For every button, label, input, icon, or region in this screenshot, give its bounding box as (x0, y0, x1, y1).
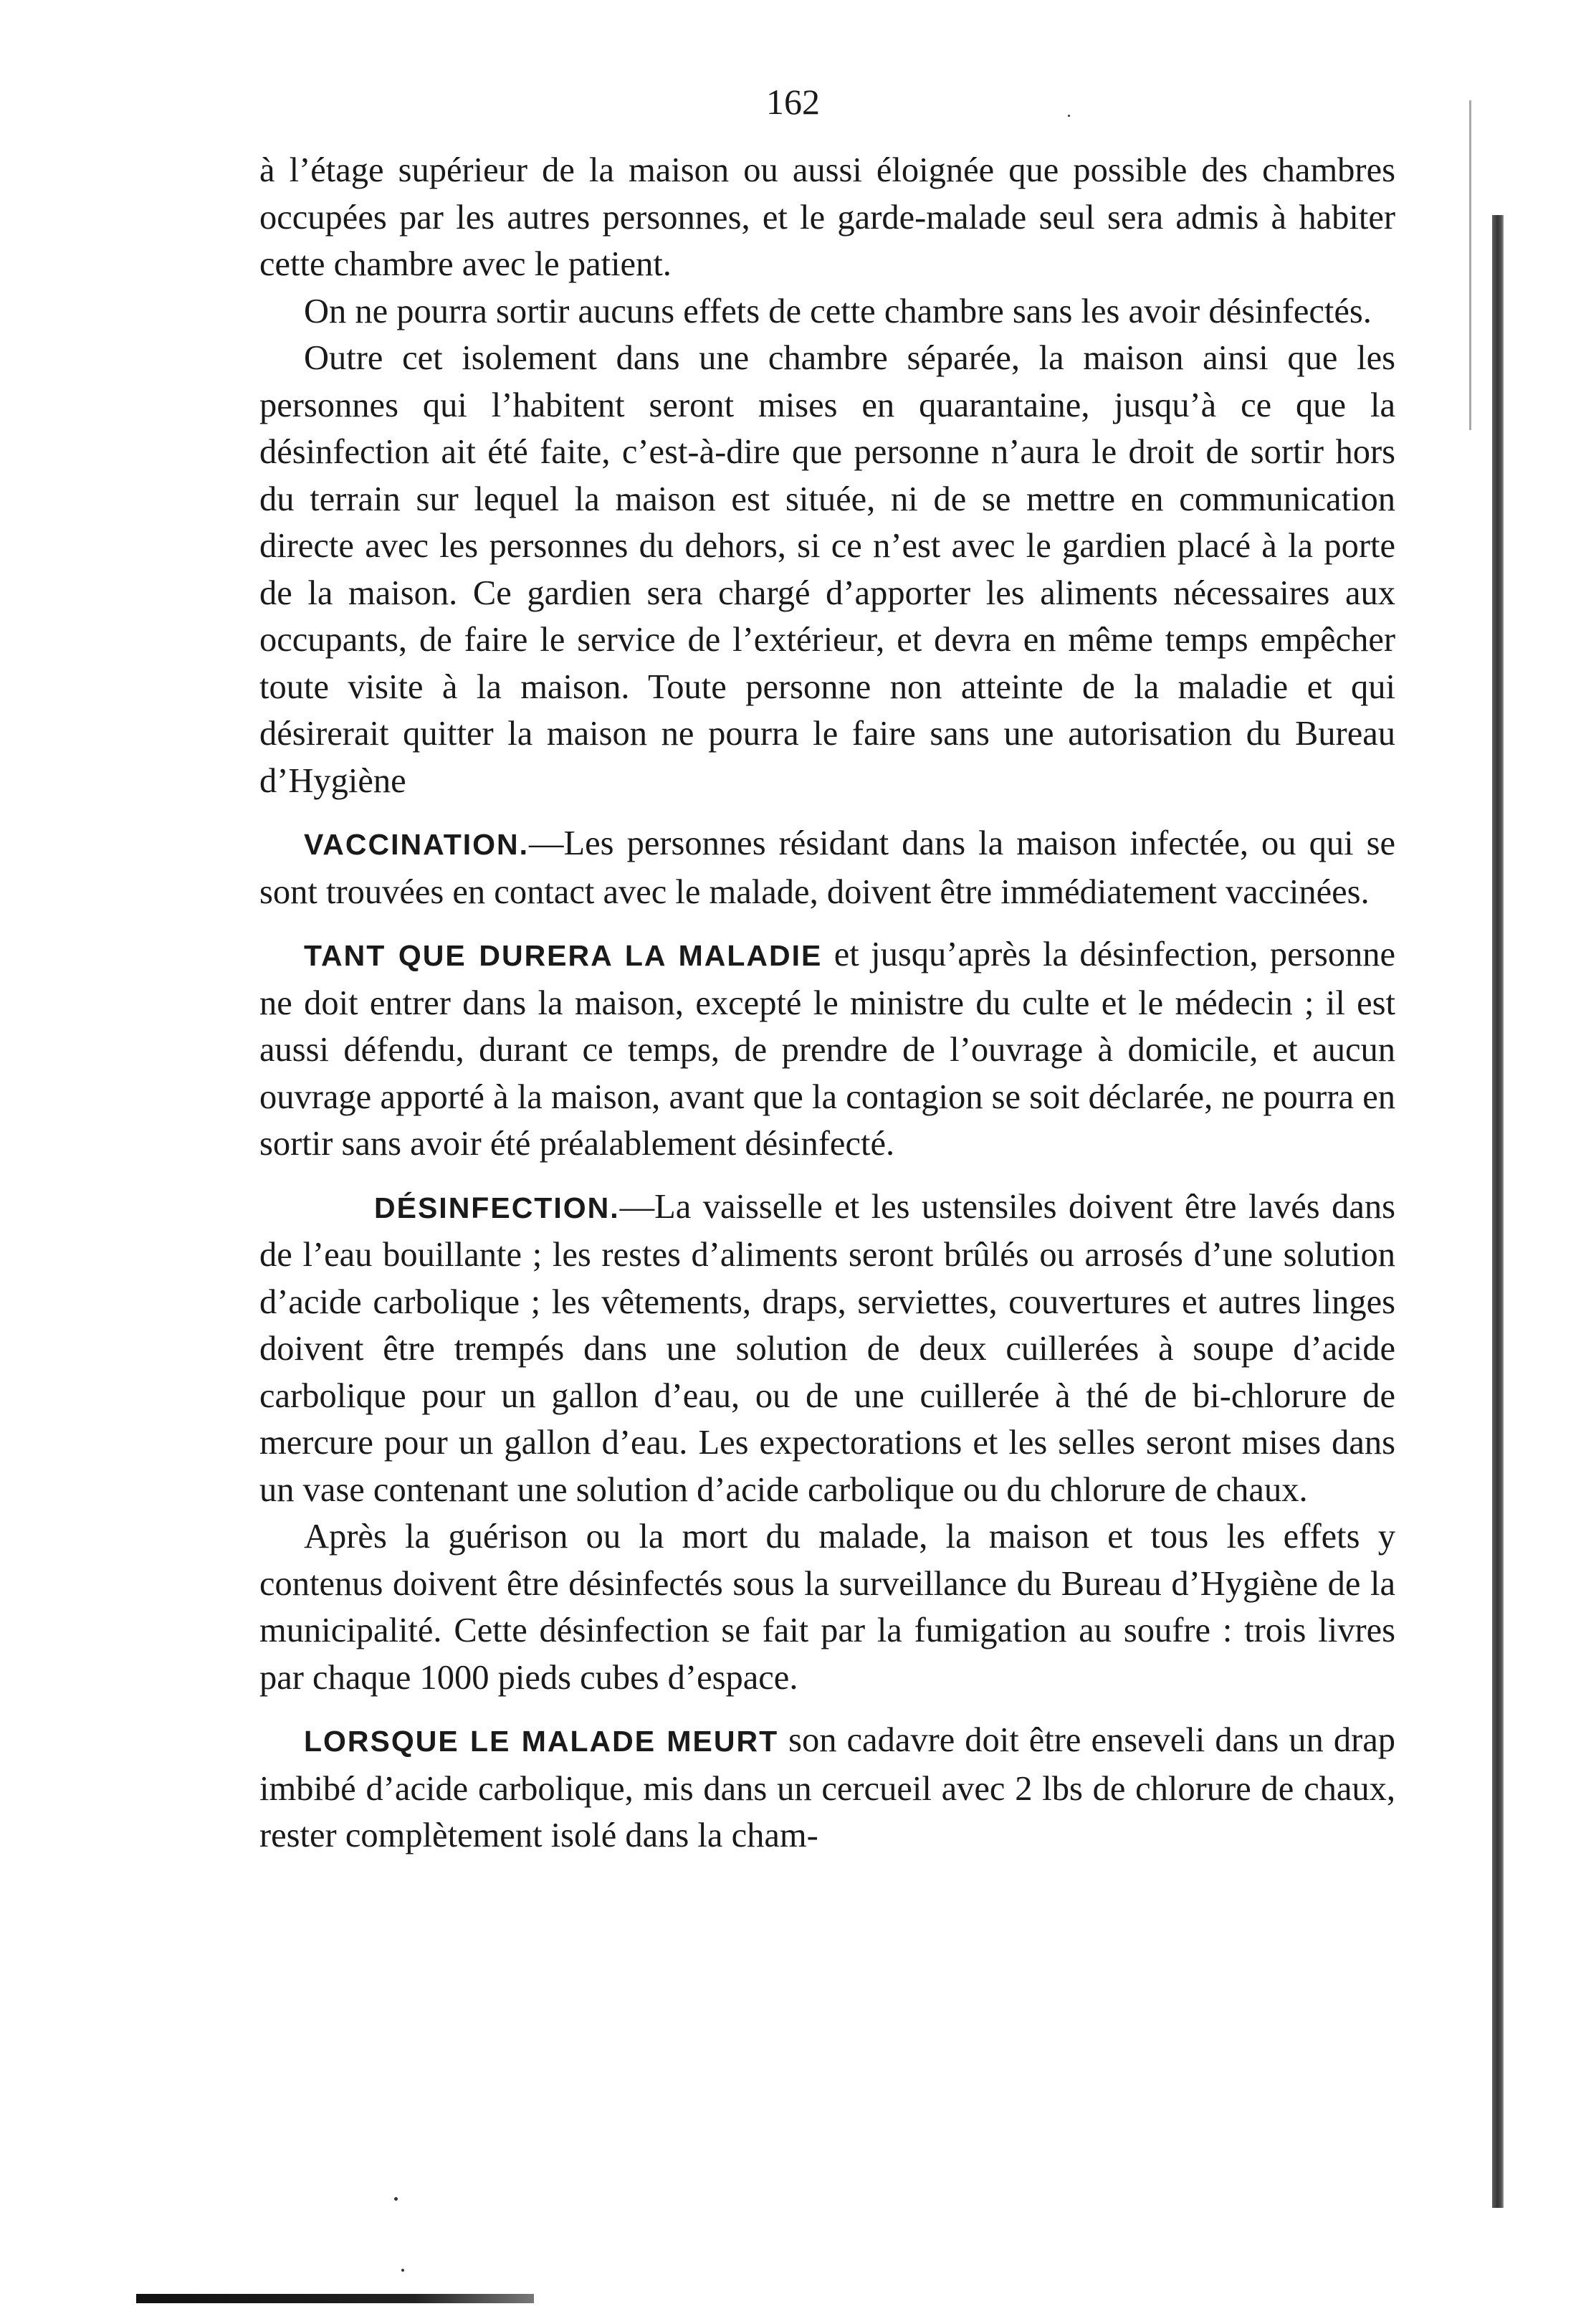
scan-edge-line (1469, 100, 1471, 430)
paragraph-tant-que (259, 931, 1395, 1168)
scan-speck (1068, 115, 1070, 117)
body-text (259, 147, 1395, 1859)
desinfection-heading: DÉSINFECTION. (374, 1191, 620, 1224)
scan-bottom-mark (136, 2294, 534, 2303)
tant-que-text: et jusqu’après la désinfection, personne ne doit entrer dans la maison, excepté le ministre du culte et le médecin ; il est aussi défendu, durant ce temps, de prendre de l’ouvrage à domicile, et aucun ouvrage apporté à la maison, avant que la contagion se soit déclarée, ne pourra en sortir sans avoir été préalablement désinfecté. (259, 935, 1395, 1163)
paragraph-lorsque (259, 1717, 1395, 1859)
paragraph-desinfection (259, 1184, 1395, 1514)
scan-speck (394, 2197, 398, 2201)
tant-que-heading: TANT QUE DURERA LA MALADIE (304, 939, 823, 972)
lorsque-text: son cadavre doit être enseveli dans un drap imbibé d’acide carbolique, mis dans un cercueil avec 2 lbs de chlorure de chaux, rester complètement isolé dans la cham- (259, 1721, 1396, 1854)
paragraph-2 (259, 288, 1395, 335)
scan-edge-shadow (1492, 215, 1504, 2208)
paragraph-2-text: On ne pourra sortir aucuns effets de cette chambre sans les avoir désinfectés. (304, 292, 1372, 330)
paragraph-vaccination (259, 820, 1395, 915)
page-number: 162 (766, 82, 820, 122)
paragraph-1-text: à l’étage supérieur de la maison ou aussi éloignée que possible des chambres occupées par les autres personnes, et le garde-malade seul sera admis à habiter cette chambre avec le patient. (259, 151, 1395, 283)
lorsque-heading: LORSQUE LE MALADE MEURT (304, 1725, 779, 1758)
apres-text: Après la guérison ou la mort du malade, la maison et tous les effets y contenus doivent être désinfectés sous la surveillance du Bureau d’Hygiène de la municipalité. Cette désinfection se fait par la fumigation au soufre : trois livres par chaque 1000 pieds cubes d’espace. (259, 1518, 1395, 1697)
vaccination-heading: VACCINATION. (304, 828, 530, 861)
desinfection-text: —La vaisselle et les ustensiles doivent être lavés dans de l’eau bouillante ; les restes d’aliments seront brûlés ou arrosés d’une solution d’acide carbolique ; les vêtements, draps, serviettes, couvertures et autres linges doivent être trempés dans une solution de deux cuillerées à soupe d’acide carbolique pour un gallon d’eau, ou de une cuillerée à thé de bi-chlorure de mercure pour un gallon d’eau. Les expectorations et les selles seront mises dans un vase contenant une solution d’acide carbolique ou du chlorure de chaux. (259, 1187, 1395, 1509)
paragraph-3-text: Outre cet isolement dans une chambre séparée, la maison ainsi que les personnes qui l’habitent seront mises en quarantaine, jusqu’à ce que la désinfection ait été faite, c’est-à-dire que personne n’aura le droit de sortir hors du terrain sur lequel la maison est située, ni de se mettre en communication directe avec les personnes du dehors, si ce n’est avec le gardien placé à la porte de la maison. Ce gardien sera chargé d’apporter les aliments nécessaires aux occupants, de faire le service de l’extérieur, et devra en même temps empêcher toute visite à la maison. Toute personne non atteinte de la maladie et qui désirerait quitter la maison ne pourra le faire sans une autorisation du Bureau d’Hygiène (259, 339, 1395, 800)
scan-speck (401, 2269, 404, 2272)
paragraph-3 (259, 335, 1395, 804)
vaccination-text: —Les personnes résidant dans la maison infectée, ou qui se sont trouvées en contact avec le malade, doivent être immédiatement vaccinées. (259, 824, 1395, 911)
paragraph-apres (259, 1513, 1395, 1701)
paragraph-1 (259, 147, 1395, 288)
